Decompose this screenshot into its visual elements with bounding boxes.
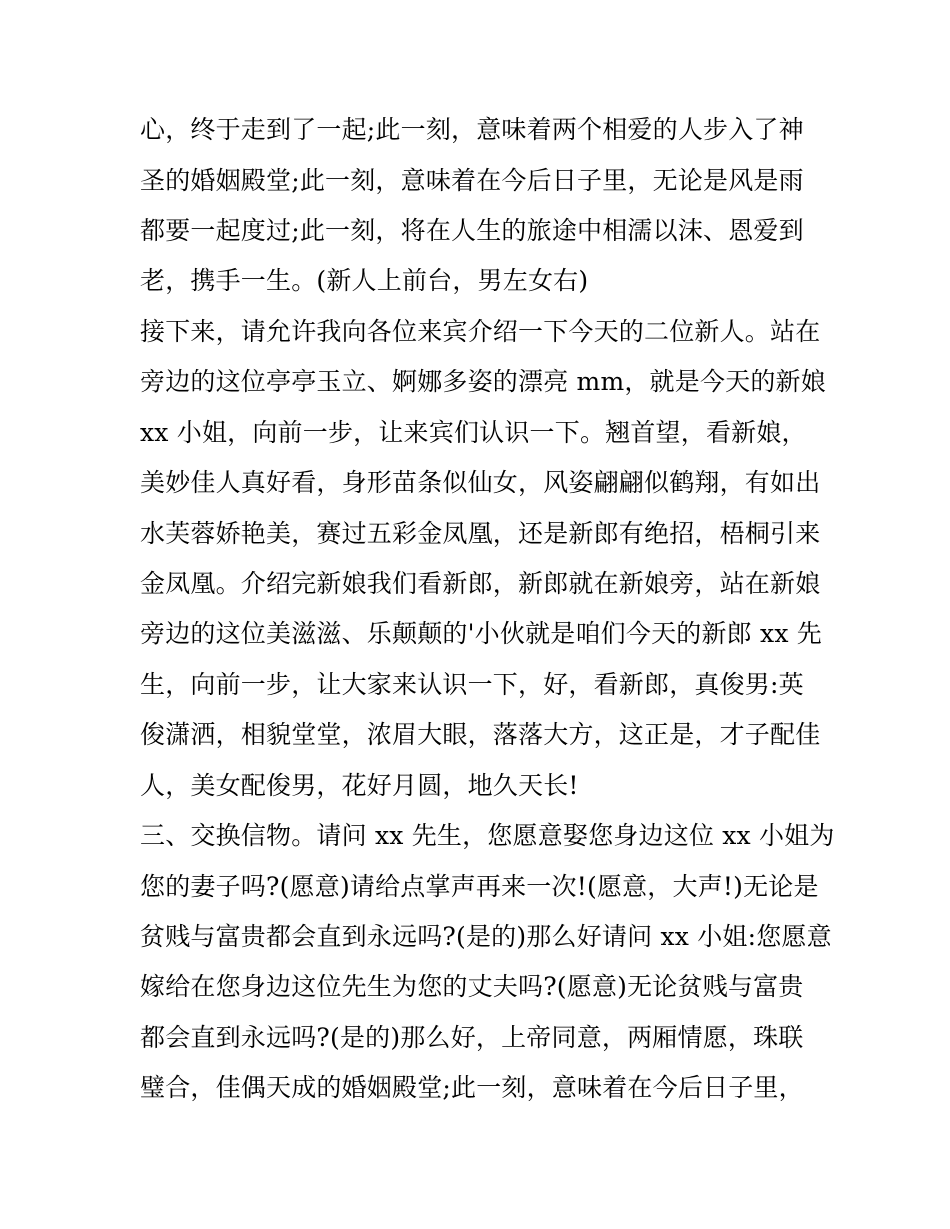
text-line: 水芙蓉娇艳美，赛过五彩金凤凰，还是新郎有绝招，梧桐引来 [140, 519, 821, 548]
text-line: 贫贱与富贵都会直到永远吗?(是的)那么好请问 xx 小姐:您愿意 [140, 922, 832, 951]
text-line: 圣的婚姻殿堂;此一刻，意味着在今后日子里，无论是风是雨 [140, 166, 804, 195]
text-line: 美妙佳人真好看，身形苗条似仙女，风姿翩翩似鹤翔，有如出 [140, 468, 821, 497]
text-line: 都会直到永远吗?(是的)那么好，上帝同意，两厢情愿，珠联 [140, 1023, 804, 1052]
text-line: 老，携手一生。(新人上前台，男左女右) [140, 266, 589, 295]
text-line: 旁边的这位美滋滋、乐颠颠的'小伙就是咱们今天的新郎 xx 先 [140, 619, 822, 648]
text-line: 旁边的这位亭亭玉立、婀娜多姿的漂亮 mm，就是今天的新娘 [140, 367, 826, 396]
text-line: 您的妻子吗?(愿意)请给点掌声再来一次!(愿意，大声!)无论是 [140, 872, 819, 901]
text-line: 三、交换信物。请问 xx 先生，您愿意娶您身边这位 xx 小姐为 [140, 821, 835, 850]
text-line: 人，美女配俊男，花好月圆，地久天长! [140, 771, 579, 800]
text-line: 接下来，请允许我向各位来宾介绍一下今天的二位新人。站在 [140, 317, 821, 346]
text-line: xx 小姐，向前一步，让来宾们认识一下。翘首望，看新娘， [140, 418, 807, 447]
text-line: 璧合，佳偶天成的婚姻殿堂;此一刻，意味着在今后日子里， [140, 1073, 804, 1102]
text-line: 嫁给在您身边这位先生为您的丈夫吗?(愿意)无论贫贱与富贵 [140, 972, 804, 1001]
text-line: 俊潇洒，相貌堂堂，浓眉大眼，落落大方，这正是，才子配佳 [140, 720, 821, 749]
text-line: 金凤凰。介绍完新娘我们看新郎，新郎就在新娘旁，站在新娘 [140, 569, 821, 598]
text-line: 心，终于走到了一起;此一刻，意味着两个相爱的人步入了神 [140, 115, 804, 144]
text-line: 生，向前一步，让大家来认识一下，好，看新郎，真俊男:英 [140, 670, 804, 699]
text-line: 都要一起度过;此一刻，将在人生的旅途中相濡以沫、恩爱到 [140, 216, 804, 245]
